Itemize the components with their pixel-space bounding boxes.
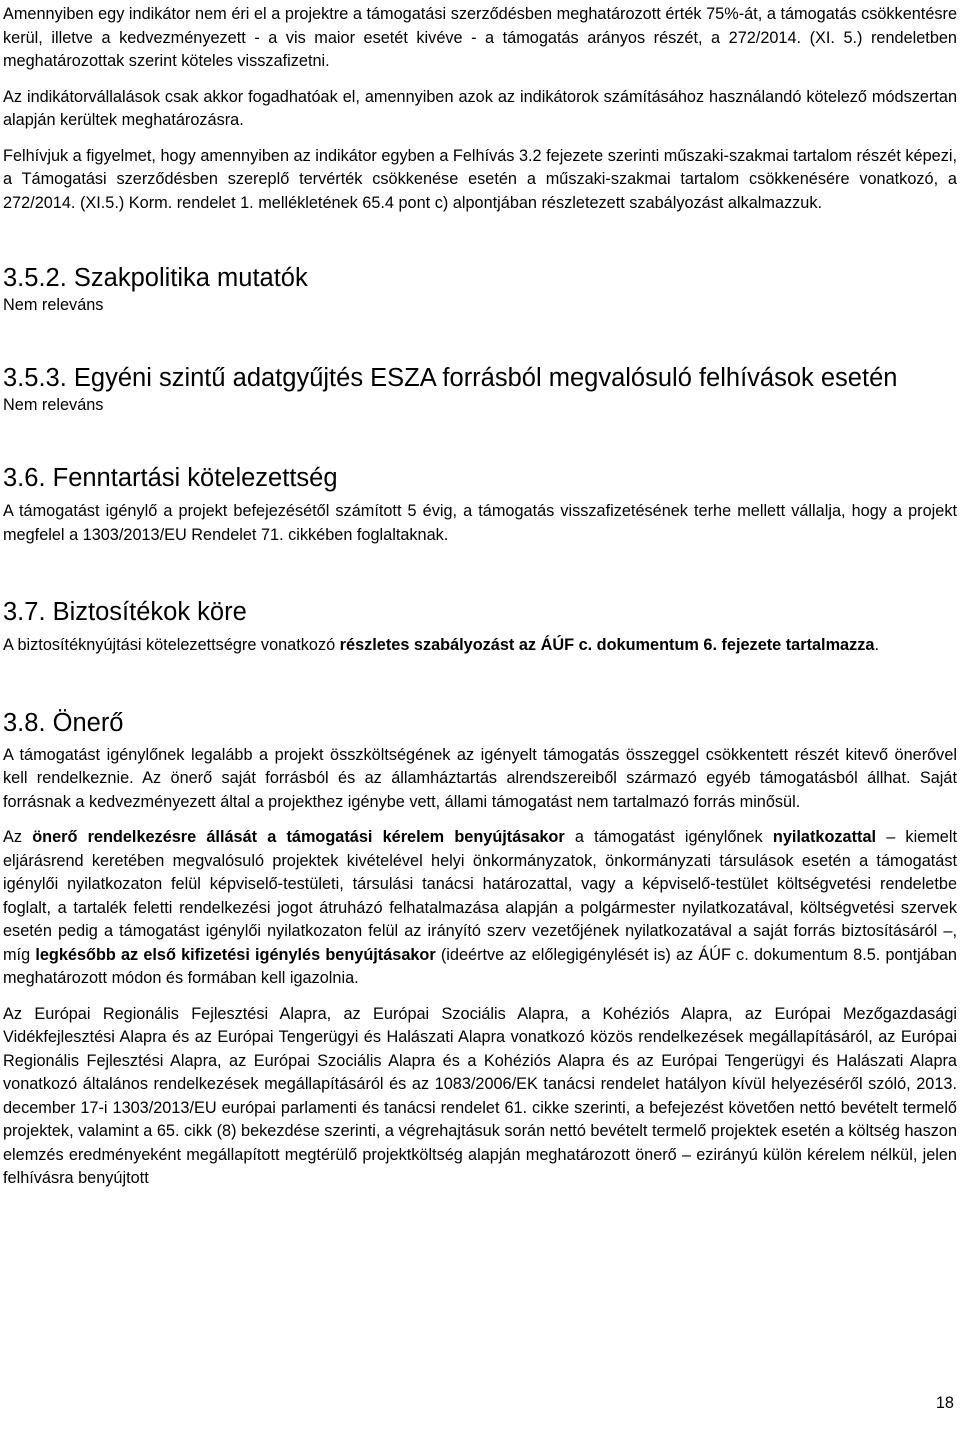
heading-3-7: 3.7. Biztosítékok köre <box>3 598 247 626</box>
proof-text-1: Az <box>3 828 33 846</box>
proof-bold-3: legkésőbb az első kifizetési igénylés benyújtásakor <box>35 945 436 964</box>
heading-3-6: 3.6. Fenntartási kötelezettség <box>3 464 338 492</box>
paragraph-eu-funds-regulation: Az Európai Regionális Fejlesztési Alapra, az Európai Szociális Alapra, a Kohéziós Alapra, az Európai Mezőgazdasági Vidékfejlesztési Alapra és az Európai Tengerügyi és Halászati Alapra vonatkozó közös rendelkezések megállapításáról, az Európai Regionális Fejlesztési Alapra, az Európai Szociális Alapra és a Kohéziós Alapra és az Európai Tengerügyi és Halászati Alapra vonatkozó általános rendelkezések megállapításáról és az 1083/2006/EK tanácsi rendelet hatályon kívül helyezéséről szóló, 2013. december 17-i 1303/2013/EU európai parlamenti és tanácsi rendelet 61. cikke szerinti, a befejezést követően nettó bevételt termelő projektek, valamint a 65. cikk (8) bekezdése szerinti, a végrehajtásuk során nettó bevételt termelő projektek esetén a költség haszon elemzés eredményeként megállapított megtérülő projektköltség alapján meghatározott önerő – ezirányú külön kérelem nélkül, jelen felhívásra benyújtott <box>3 1004 957 1187</box>
not-relevant-3-5-2: Nem releváns <box>3 296 104 314</box>
proof-bold-1: önerő rendelkezésre állását a támogatási kérelem benyújtásakor <box>32 828 565 846</box>
heading-3-8: 3.8. Önerő <box>3 708 124 737</box>
proof-text-4: (ideértve az előlegigénylését is) az ÁÚF c. dokumentum 8.5. pontjában meghatározott módon és formában kell igazolnia. <box>3 945 957 987</box>
heading-3-5-3: 3.5.3. Egyéni szintű adatgyűjtés ESZA forrásból megvalósuló felhívások esetén <box>3 364 898 392</box>
heading-3-5-2: 3.5.2. Szakpolitika mutatók <box>3 264 308 292</box>
page-number: 18 <box>935 1394 954 1412</box>
proof-bold-2: nyilatkozattal <box>772 828 877 846</box>
paragraph-maintenance-obligation: A támogatást igénylő a projekt befejezésétől számított 5 évig, a támogatás visszafizetésének terhe mellett vállalja, hogy a projekt megfelel a 1303/2013/EU Rendelet 71. cikkében foglaltaknak. <box>3 502 957 544</box>
guarantees-text-2: . <box>874 636 879 654</box>
document-page <box>3 0 957 1191</box>
paragraph-own-contribution: A támogatást igénylőnek legalább a projekt összköltségének az igényelt támogatás összeggel csökkentett részét kitevő önerővel kell rendelkeznie. Az önerő saját forrásból és az államháztartás alrendszereiből származó egyéb támogatásból állhat. Saját forrásnak a kedvezményezett által a projekthez igénybe vett, állami támogatást nem tartalmazó forrás minősül. <box>3 745 957 811</box>
paragraph-technical-content: Felhívjuk a figyelmet, hogy amennyiben az indikátor egyben a Felhívás 3.2 fejezete szerinti műszaki-szakmai tartalom részét képezi, a Támogatási szerződésben szereplő tervérték csökkenése esetén a műszaki-szakmai tartalom csökkenésére vonatkozó, a 272/2014. (XI.5.) Korm. rendelet 1. mellékletének 65.4 pont c) alpontjában részletezett szabályozást alkalmazzuk. <box>3 146 957 212</box>
paragraph-indicator-methodology: Az indikátorvállalások csak akkor fogadhatóak el, amennyiben azok az indikátorok számításához használandó kötelező módszertan alapján kerültek meghatározásra. <box>3 87 957 129</box>
proof-text-2: a támogatást igénylőnek <box>564 828 773 846</box>
paragraph-own-contribution-proof <box>3 826 957 991</box>
guarantees-bold-1: részletes szabályozást az ÁÚF c. dokumentum 6. fejezete tartalmazza <box>339 636 875 654</box>
guarantees-text-1: A biztosítéknyújtási kötelezettségre vonatkozó <box>3 636 340 654</box>
paragraph-indicator-repayment: Amennyiben egy indikátor nem éri el a projektre a támogatási szerződésben meghatározott érték 75%-át, a támogatás csökkentésre kerül, illetve a kedvezményezett - a vis maior esetét kivéve - a támogatás arányos részét, a 272/2014. (XI. 5.) rendeletben meghatározottak szerint köteles visszafizetni. <box>3 5 957 70</box>
proof-text-3: – kiemelt eljárásrend keretében megvalósuló projektek kivételével helyi önkormányzatok, önkormányzati társulások esetén a támogatást igénylői nyilatkozaton felül képviselő-testületi, társulási tanácsi határozattal, vagy a képviselő-testület költségvetési rendeletbe foglalt, a tartalék feletti rendelkezési jogot átruházó felhatalmazása alapján a polgármester nyilatkozatával, költségvetési szervek esetén pedig a támogatást igénylői nyilatkozaton felül az irányító szerv vezetőjének nyilatkozatával a saját forrás biztosításáról –, míg <box>3 828 958 964</box>
paragraph-guarantees <box>3 634 957 658</box>
not-relevant-3-5-3: Nem releváns <box>3 396 104 414</box>
